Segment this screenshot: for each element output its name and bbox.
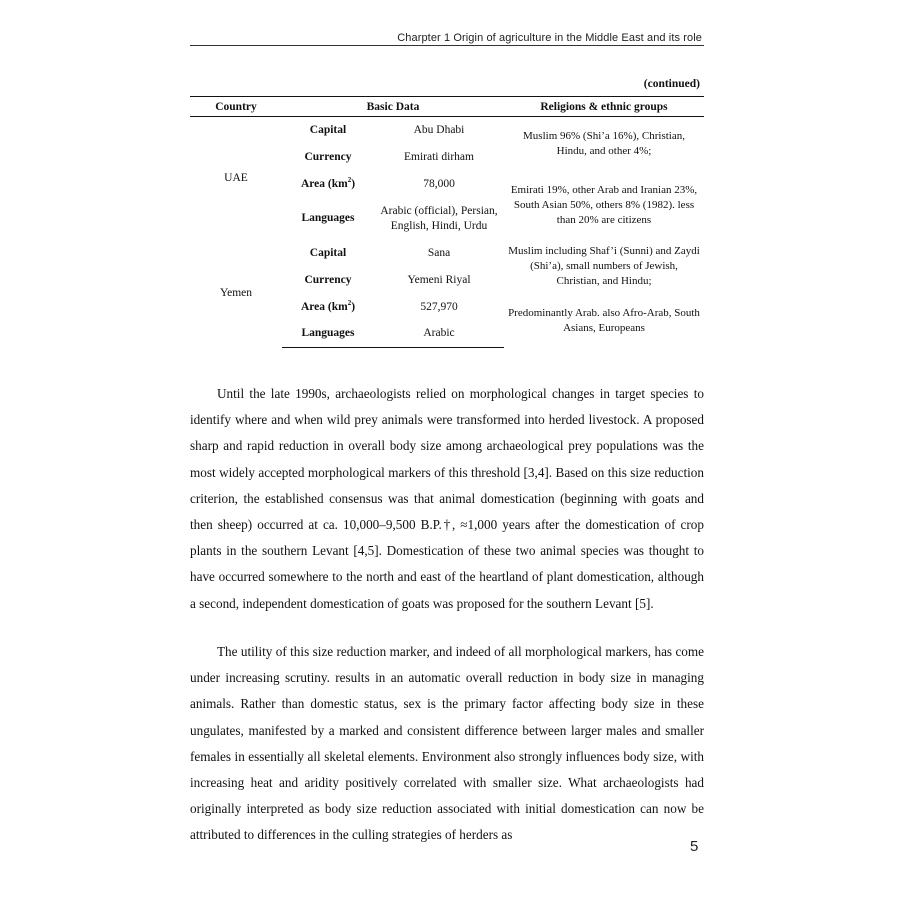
- column-header-basic-data: Basic Data: [282, 97, 504, 117]
- continued-label: (continued): [643, 78, 700, 90]
- currency-value: Emirati dirham: [404, 150, 474, 163]
- area-value: 527,970: [420, 300, 458, 313]
- currency-label: Currency: [304, 273, 352, 286]
- country-yemen: Yemen: [219, 287, 253, 299]
- area-label: Area $(km^2)$: [300, 298, 356, 313]
- ethnic-groups-cell: Predominantly Arab. also Afro-Arab, South Asians, Europeans: [508, 306, 700, 334]
- table-row: [190, 117, 704, 144]
- column-header-religions: Religions & ethnic groups: [504, 97, 704, 117]
- body-paragraph-2: [190, 639, 704, 849]
- languages-label: Languages: [282, 321, 374, 348]
- capital-label: Capital: [309, 246, 347, 259]
- capital-label: Capital: [309, 123, 347, 136]
- capital-value: Abu Dhabi: [413, 123, 465, 136]
- languages-label: Languages: [301, 212, 355, 224]
- column-header-country: Country: [190, 97, 282, 117]
- languages-value: Arabic (official), Persian, English, Hindi, Urdu: [380, 204, 498, 232]
- religions-cell: Muslim including Shaf’i (Sunni) and Zaydi (Shi’a), small numbers of Jewish, Christian, and Hindu;: [508, 245, 700, 287]
- currency-label: Currency: [304, 150, 352, 163]
- running-header: Charpter 1 Origin of agriculture in the Middle East and its role: [397, 32, 702, 44]
- capital-value: Sana: [427, 246, 451, 259]
- header-rule: [190, 45, 704, 46]
- languages-value: Arabic: [374, 321, 504, 348]
- paragraph-text: Until the late 1990s, archaeologists relied on morphological changes in target species to identify where and when wild prey animals were transformed into herded livestock. A proposed sharp and rapid reduction in overall body size among archaeological prey populations was the most widely accepted morphological markers of this threshold [3,4]. Based on this size reduction criterion, the established consensus was that animal domestication (beginning with goats and then sheep) occurred at ca. 10,000–9,500 B.P.†, ≈1,000 years after the domestication of crop plants in the southern Levant [4,5]. Domestication of these two animal species was thought to have occurred somewhere to the north and east of the heartland of plant domestication, although a second, independent domestication of goats was proposed for the southern Levant [5].: [190, 386, 704, 611]
- currency-value: Yemeni Riyal: [407, 273, 471, 286]
- religions-cell: Muslim 96% (Shi’a 16%), Christian, Hindu, and other 4%;: [523, 129, 685, 157]
- area-value: 78,000: [423, 177, 455, 190]
- paragraph-text: The utility of this size reduction marker, and indeed of all morphological markers, has come under increasing scrutiny. results in an automatic overall reduction in body size in managing animals. Rather than domestic status, sex is the primary factor affecting body size in these ungulates, manifested by a marked and consistent difference between larger males and smaller females in essentially all skeletal elements. Environment also strongly influences body size, with increasing heat and aridity positively correlated with smaller size. What archaeologists had originally interpreted as body size reduction associated with initial domestication can now be attributed to differences in the culling strategies of herders as: [190, 644, 704, 843]
- country-data-table: [190, 78, 704, 348]
- area-label: Area $(km^2)$: [300, 175, 356, 190]
- body-paragraph-1: [190, 381, 704, 617]
- ethnic-groups-cell: Emirati 19%, other Arab and Iranian 23%, South Asian 50%, others 8% (1982). less than 20% are citizens: [510, 183, 698, 226]
- page-number: 5: [690, 838, 699, 855]
- table-row: [190, 240, 704, 267]
- country-uae: UAE: [224, 171, 248, 184]
